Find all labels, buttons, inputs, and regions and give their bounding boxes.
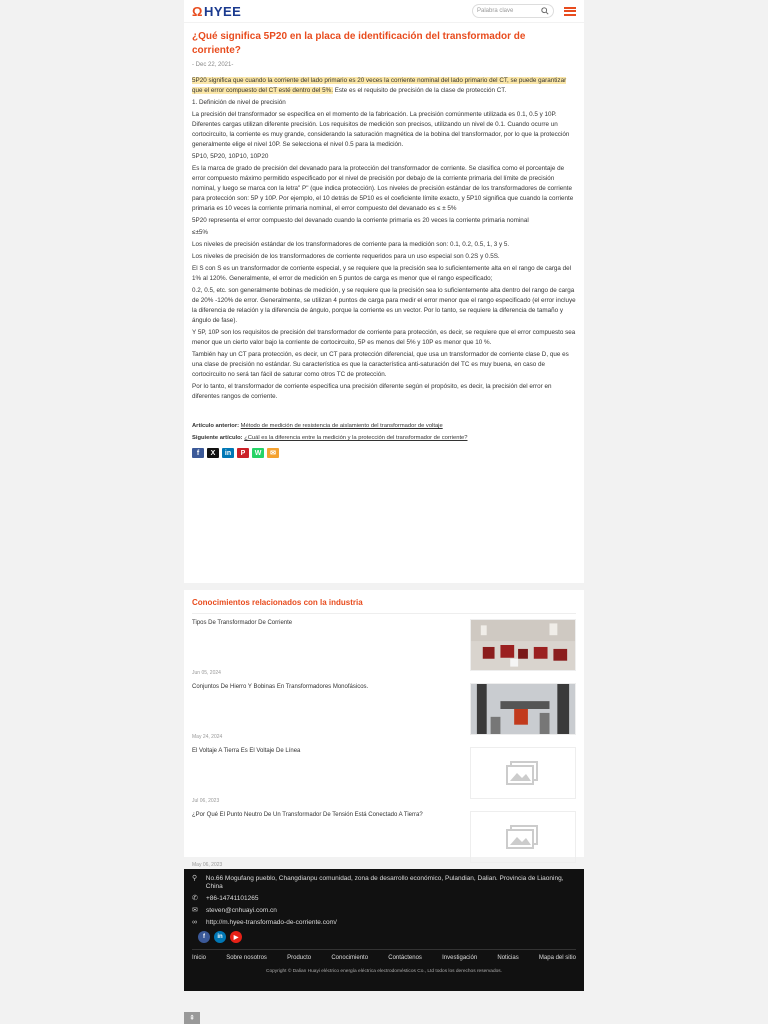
- related-item-date: May 24, 2024: [192, 734, 223, 740]
- intro-highlight: 5P20 significa que cuando la corriente del lado primario es 20 veces la corriente nominal del lado primario del CT, se puede garantizar que el error compuesto del CT esté dentro del 5%.: [192, 77, 567, 94]
- facebook-icon[interactable]: f: [198, 931, 210, 943]
- link-icon: ∞: [192, 919, 197, 926]
- list-item[interactable]: [192, 747, 576, 806]
- image-placeholder-icon[interactable]: [470, 811, 576, 863]
- prev-article-link[interactable]: Método de medición de resistencia de aislamiento del transformador de voltaje: [240, 423, 443, 429]
- footer-nav: [192, 949, 576, 961]
- footer-email-row: [192, 907, 576, 915]
- logo-text: HYEE: [203, 3, 242, 19]
- footer-nav-item[interactable]: Noticias: [497, 955, 519, 961]
- paragraph: Por lo tanto, el transformador de corriente especifica una precisión diferente según el propósito, es decir, la precisión del error en diferentes rangos de corriente.: [192, 383, 552, 400]
- footer-nav-item[interactable]: Mapa del sitio: [538, 955, 576, 961]
- paragraph: 0.2, 0.5, etc. son generalmente bobinas de medición, y se requiere que la precisión sea lo suficientemente alta dentro del rango de carga de 20% -120% de error. Generalmente, se utilizan 4 puntos de carga para medir el error menor que el rango especificado (el error incluye la diferencia de relación y la diferencia de ángulo, porque la corriente es un vector. Por lo tanto, se requiere la diferencia de tamaño y ángulo de fase).: [192, 287, 576, 324]
- article-date: - Dec 22, 2021-: [192, 62, 234, 68]
- list-item[interactable]: [192, 683, 576, 742]
- whatsapp-icon[interactable]: W: [252, 448, 264, 458]
- paragraph: También hay un CT para protección, es decir, un CT para protección diferencial, que usa un transformador de corriente clase D, que es una clase de precisión no estándar. Su característica es que la característica anti-saturación del TC es muy buena, en caso de cortocircuito no será tan fácil de saturar como otros TC de protección.: [192, 351, 569, 378]
- paragraph: Los niveles de precisión estándar de los transformadores de corriente para la medición son: 0.1, 0.2, 0.5, 1, 3 y 5.: [192, 241, 510, 248]
- page: [184, 0, 584, 991]
- footer-phone-row: [192, 895, 576, 903]
- pinterest-icon[interactable]: P: [237, 448, 249, 458]
- paragraph: La precisión del transformador se especifica en el momento de la fabricación. La precisión comúnmente utilizada es 0.1, 0.5 y 10P. Diferentes cargas utilizan diferente precisión. Los requisitos de medición son precisos, utilizando un nivel de 0.1. Cuando ocurre un cortocircuito, la corriente es muy grande, considerando la saturación magnética de la bobina del transformador, por lo que la protección generalmente elige el nivel 10P. Se selecciona el nivel 0.5 para la medición.: [192, 111, 570, 148]
- list-item[interactable]: [192, 619, 576, 678]
- location-icon: ⚲: [192, 875, 198, 882]
- related-item-date: Jul 06, 2023: [192, 798, 220, 804]
- related-item-date: Jun 05, 2024: [192, 670, 221, 676]
- footer-nav-item[interactable]: Contáctenos: [388, 955, 422, 961]
- footer: [184, 869, 584, 991]
- related-articles: [184, 590, 584, 868]
- footer-phone[interactable]: +86-14741101265: [206, 895, 259, 902]
- hamburger-menu-icon[interactable]: [564, 7, 576, 16]
- article: [184, 23, 584, 583]
- article-navigation: [192, 420, 576, 444]
- footer-nav-item[interactable]: Conocimiento: [331, 955, 369, 961]
- transformer-photo[interactable]: [470, 619, 576, 671]
- substation-photo[interactable]: [470, 683, 576, 735]
- footer-email[interactable]: steven@cnhuayi.com.cn: [206, 907, 277, 914]
- related-item-title[interactable]: El Voltaje A Tierra Es El Voltaje De Línea: [192, 748, 301, 754]
- logo[interactable]: [192, 4, 241, 19]
- share-bar: [192, 448, 576, 458]
- facebook-icon[interactable]: f: [192, 448, 204, 458]
- footer-nav-item[interactable]: Investigación: [442, 955, 478, 961]
- paragraph: El S con S es un transformador de corriente especial, y se requiere que la precisión sea lo suficientemente alta en el rango de carga del 1% al 120%. Generalmente, el error de medición en 5 puntos de carga es menor que el rango especificado;: [192, 265, 572, 282]
- footer-website[interactable]: http://m.hyee-transformado-de-corriente.com/: [206, 919, 337, 926]
- search-input[interactable]: [472, 4, 554, 18]
- footer-address: No.66 Mogufang pueblo, Changdianpu comunidad, zona de desarrollo económico, Pulandian, Dalian. Provincia de Liaoning, China: [205, 875, 564, 890]
- related-item-title[interactable]: ¿Por Qué El Punto Neutro De Un Transformador De Tensión Está Conectado A Tierra?: [192, 812, 423, 818]
- next-article-link[interactable]: ¿Cuál es la diferencia entre la medición y la protección del transformador de corriente?: [244, 435, 468, 441]
- footer-nav-item[interactable]: Producto: [287, 955, 312, 961]
- header: [184, 0, 584, 22]
- footer-address-row: [192, 875, 576, 891]
- paragraph: Y 5P, 10P son los requisitos de precisión del transformador de corriente para protección, es decir, se requiere que el error compuesto sea menor que un cierto valor bajo la corriente de cortocircuito, 5P es menos del 5% y 10P es menor que 10 %.: [192, 329, 576, 346]
- youtube-icon[interactable]: ▶: [230, 931, 242, 943]
- linkedin-icon[interactable]: in: [214, 931, 226, 943]
- logo-mark: Ω: [192, 3, 203, 19]
- related-item-date: May 06, 2023: [192, 862, 223, 868]
- footer-social: [198, 931, 576, 943]
- x-icon[interactable]: X: [207, 448, 219, 458]
- paragraph: 5P20 representa el error compuesto del devanado cuando la corriente primaria es 20 veces la corriente primaria nominal: [192, 217, 529, 224]
- related-title: Conocimientos relacionados con la industria: [192, 595, 576, 614]
- paragraph: ≤±5%: [192, 229, 209, 236]
- email-icon: ✉: [192, 907, 198, 914]
- paragraph: 5P10, 5P20, 10P10, 10P20: [192, 153, 269, 160]
- footer-nav-item[interactable]: Inicio: [192, 955, 207, 961]
- image-placeholder-icon[interactable]: [470, 747, 576, 799]
- back-to-top-button[interactable]: ⇞: [184, 1012, 200, 1024]
- search-icon[interactable]: [541, 7, 549, 15]
- search-placeholder: Palabra clave: [477, 8, 514, 14]
- page-title: ¿Qué significa 5P20 en la placa de identificación del transformador de corriente?: [192, 31, 526, 56]
- paragraph: Es la marca de grado de precisión del devanado para la protección del transformador de corriente. Se clasifica como el porcentaje de error compuesto máximo permitido especificado por el nivel de precisión por debajo de la corriente primaria del límite de precisión nominal, y luego se marca con la letra" P" (que indica protección). Los niveles de precisión estándar de los transformadores de corriente para protección son: 5P y 10P. Por ejemplo, el 10 detrás de 5P10 es el coeficiente límite exacto, y 5P10 significa que cuando la corriente primaria es 10 veces la corriente primaria nominal, el error compuesto del devanado es ≤ ± 5%: [192, 165, 574, 212]
- paragraph: Los niveles de precisión de los transformadores de corriente requeridos para un uso especial son 0.2S y 0.5S.: [192, 253, 500, 260]
- copyright: Copyright © Dalian Huayi eléctrico energía eléctrica electrodomésticos Co., Ltd todos los derechos reservados.: [265, 969, 503, 974]
- paragraph: 1. Definición de nivel de precisión: [192, 99, 286, 106]
- prev-label: Artículo anterior:: [192, 423, 240, 429]
- email-icon[interactable]: ✉: [267, 448, 279, 458]
- intro-rest: Este es el requisito de precisión de la clase de protección CT.: [332, 87, 507, 94]
- next-label: Siguiente artículo:: [192, 435, 243, 441]
- intro-paragraph: [192, 76, 576, 96]
- related-item-title[interactable]: Tipos De Transformador De Corriente: [192, 620, 293, 626]
- list-item[interactable]: [192, 811, 576, 870]
- related-item-title[interactable]: Conjuntos De Hierro Y Bobinas En Transformadores Monofásicos.: [192, 684, 369, 690]
- linkedin-icon[interactable]: in: [222, 448, 234, 458]
- footer-website-row: [192, 919, 576, 927]
- article-body: [192, 76, 576, 402]
- footer-nav-item[interactable]: Sobre nosotros: [226, 955, 267, 961]
- phone-icon: ✆: [192, 895, 198, 902]
